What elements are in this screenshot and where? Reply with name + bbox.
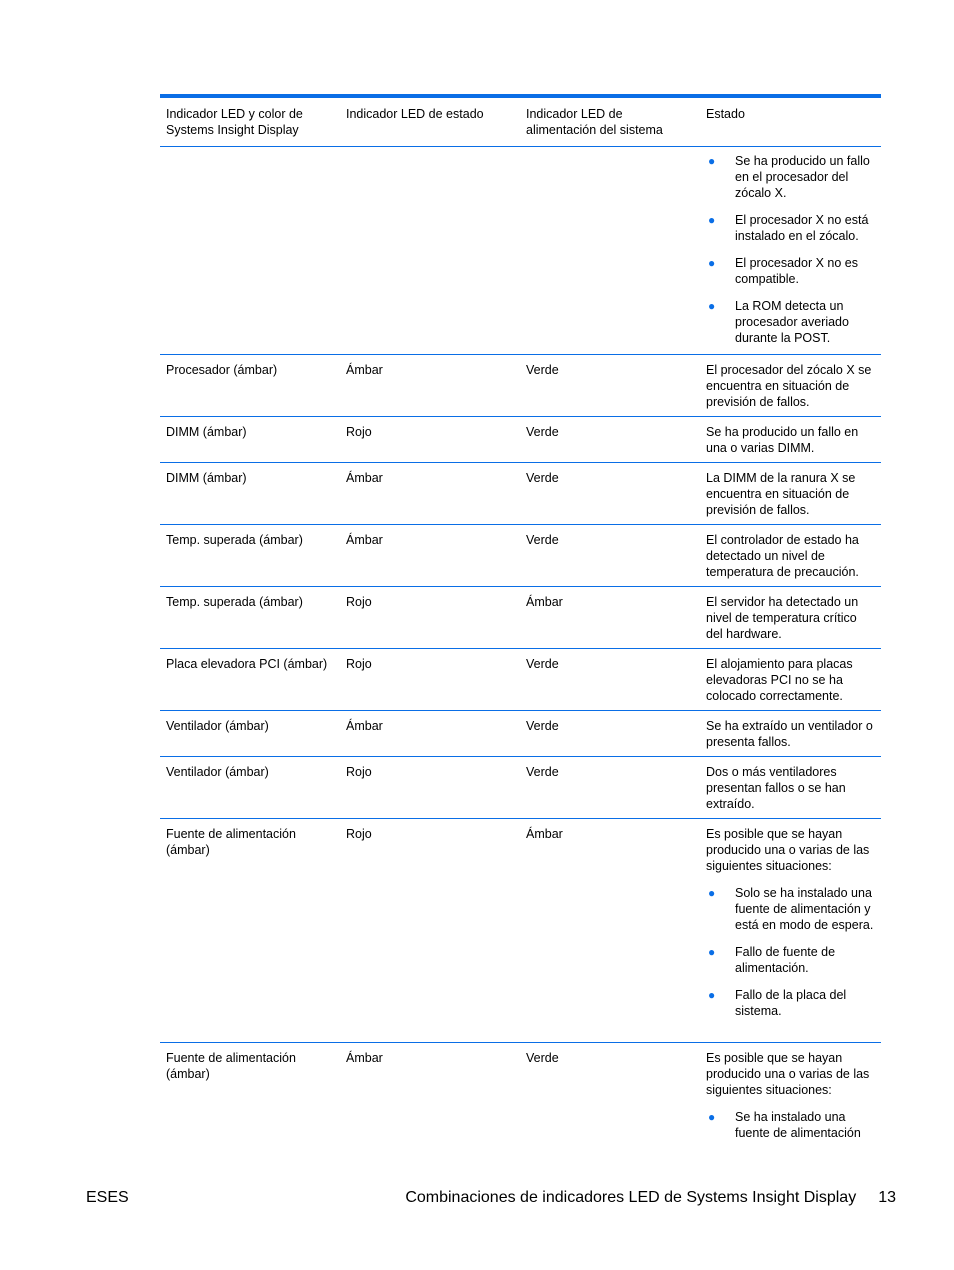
bullet-icon: ● [708, 886, 716, 900]
header-led-color: Indicador LED y color de Systems Insight Display [166, 107, 303, 137]
table-row: Procesador (ámbar) Ámbar Verde El procesador del zócalo X se encuentra en situación de previsión de fallos. [160, 355, 881, 417]
psu-condition-list [706, 885, 875, 1019]
table-row: DIMM (ámbar) Rojo Verde Se ha producido un fallo en una o varias DIMM. [160, 417, 881, 463]
bullet-icon: ● [708, 1110, 716, 1124]
processor-fault-list [706, 153, 875, 346]
bullet-icon: ● [708, 213, 716, 227]
table-row: DIMM (ámbar) Ámbar Verde La DIMM de la ranura X se encuentra en situación de previsión de fallos. [160, 463, 881, 525]
psu-condition-list [706, 1109, 875, 1141]
list-item: ● El procesador X no está instalado en el zócalo. [708, 213, 869, 243]
list-item: ● Fallo de fuente de alimentación. [708, 945, 836, 975]
table-row: Temp. superada (ámbar) Ámbar Verde El controlador de estado ha detectado un nivel de temperatura de precaución. [160, 525, 881, 587]
list-item: ● La ROM detecta un procesador averiado durante la POST. [708, 299, 849, 345]
list-item: ● Se ha producido un fallo en el procesador del zócalo X. [708, 154, 870, 200]
list-item: ● Se ha instalado una fuente de alimentación [708, 1110, 861, 1140]
list-item: ● El procesador X no es compatible. [708, 256, 858, 286]
list-item: ● Fallo de la placa del sistema. [708, 988, 847, 1018]
bullet-icon: ● [708, 256, 716, 270]
table-header-row [160, 98, 881, 147]
table-row: Fuente de alimentación (ámbar) Rojo Ámbar Es posible que se hayan producido una o varias de las siguientes situaciones: ● Solo se ha instalado una fuente de alimentación y está en modo de espera. ● Fallo de fuente de alimentación. ● Fallo de la placa del sistema. [160, 819, 881, 1043]
table-row: Fuente de alimentación (ámbar) Ámbar Verde Es posible que se hayan producido una o varias de las siguientes situaciones: ● Se ha instalado una fuente de alimentación [160, 1043, 881, 1149]
table-row: Placa elevadora PCI (ámbar) Rojo Verde El alojamiento para placas elevadoras PCI no se ha colocado correctamente. [160, 649, 881, 711]
led-combinations-table [160, 94, 881, 1149]
footer-title [405, 1189, 896, 1207]
header-state: Estado [706, 107, 745, 121]
bullet-icon: ● [708, 299, 716, 313]
list-item: ● Solo se ha instalado una fuente de alimentación y está en modo de espera. [708, 886, 874, 932]
header-status-led: Indicador LED de estado [346, 107, 484, 121]
bullet-icon: ● [708, 988, 716, 1002]
header-power-led: Indicador LED de alimentación del sistema [526, 107, 663, 137]
footer-locale: ESES [86, 1189, 129, 1206]
table-row: Ventilador (ámbar) Rojo Verde Dos o más ventiladores presentan fallos o se han extraído. [160, 757, 881, 819]
bullet-icon: ● [708, 154, 716, 168]
table-row-continuation [160, 147, 881, 355]
bullet-icon: ● [708, 945, 716, 959]
table-row: Ventilador (ámbar) Ámbar Verde Se ha extraído un ventilador o presenta fallos. [160, 711, 881, 757]
table-row: Temp. superada (ámbar) Rojo Ámbar El servidor ha detectado un nivel de temperatura crítico del hardware. [160, 587, 881, 649]
page-number: 13 [878, 1189, 896, 1206]
footer-section-title: Combinaciones de indicadores LED de Systems Insight Display [405, 1189, 857, 1206]
